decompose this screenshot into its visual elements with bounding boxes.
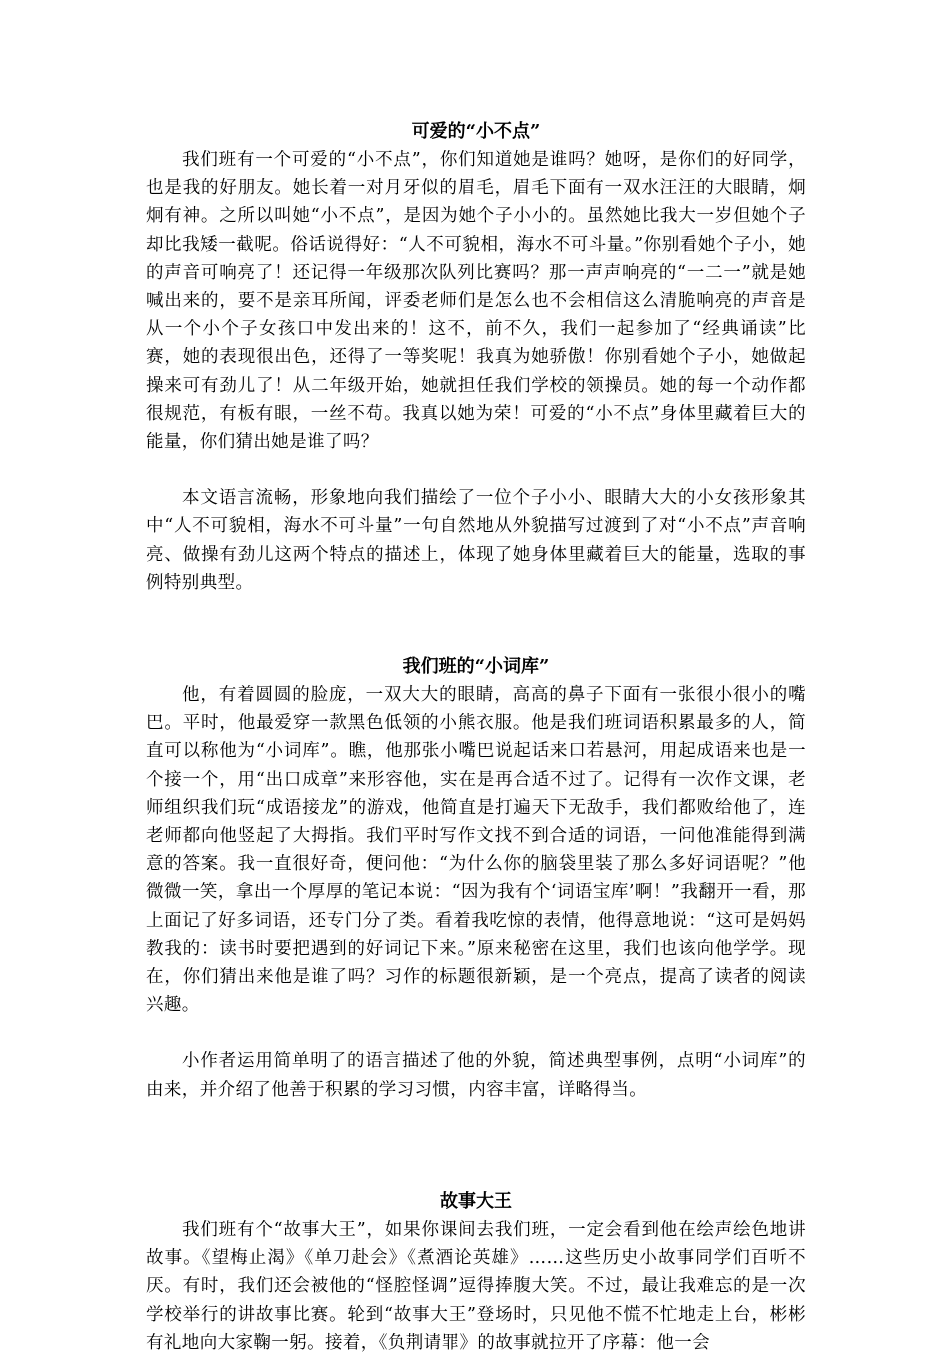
spacer: [146, 1104, 806, 1188]
spacer: [146, 597, 806, 653]
section-1-body: 我们班有一个可爱的“小不点”，你们知道她是谁吗？她呀，是你们的好同学，也是我的好朋友。她长着一对月牙似的眉毛，眉毛下面有一双水汪汪的大眼睛，炯炯有神。之所以叫她“小不点”，是因为她个子小小的。虽然她比我大一岁但她个子却比我矮一截呢。俗话说得好：“人不可貌相，海水不可斗量。”你别看她个子小，她的声音可响亮了！还记得一年级那次队列比赛吗？那一声声响亮的“一二一”就是她喊出来的，要不是亲耳所闻，评委老师们是怎么也不会相信这么清脆响亮的声音是从一个小个子女孩口中发出来的！这不，前不久，我们一起参加了“经典诵读”比赛，她的表现很出色，还得了一等奖呢！我真为她骄傲！你别看她个子小，她做起操来可有劲儿了！从二年级开始，她就担任我们学校的领操员。她的每一个动作都很规范，有板有眼，一丝不苟。我真以她为荣！可爱的“小不点”身体里藏着巨大的能量，你们猜出她是谁了吗？: [146, 150, 806, 453]
section-2-comment: 小作者运用简单明了的语言描述了他的外貌，简述典型事例，点明“小词库”的由来，并介绍了他善于积累的学习习惯，内容丰富，详略得当。: [146, 1051, 806, 1100]
section-1-title: 可爱的“小不点”: [411, 121, 541, 142]
spacer: [146, 456, 806, 484]
section-1-comment: 本文语言流畅，形象地向我们描绘了一位个子小小、眼睛大大的小女孩形象其中“人不可貌相，海水不可斗量”一句自然地从外貌描写过渡到了对“小不点”声音响亮、做操有劲儿这两个特点的描述上，体现了她身体里藏着巨大的能量，选取的事例特别典型。: [146, 488, 806, 593]
section-2-body: 他，有着圆圆的脸庞，一双大大的眼睛，高高的鼻子下面有一张很小很小的嘴巴。平时，他最爱穿一款黑色低领的小熊衣服。他是我们班词语积累最多的人，简直可以称他为“小词库”。瞧，他那张小嘴巴说起话来口若悬河，用起成语来也是一个接一个，用“出口成章”来形容他，实在是再合适不过了。记得有一次作文课，老师组织我们玩“成语接龙”的游戏，他简直是打遍天下无敌手，我们都败给他了，连老师都向他竖起了大拇指。我们平时写作文找不到合适的词语，一问他准能得到满意的答案。我一直很好奇，便问他：“为什么你的脑袋里装了那么多好词语呢？”他微微一笑，拿出一个厚厚的笔记本说：“因为我有个‘词语宝库’啊！”我翻开一看，那上面记了好多词语，还专门分了类。看着我吃惊的表情，他得意地说：“这可是妈妈教我的：读书时要把遇到的好词记下来。”原来秘密在这里，我们也该向他学学。现在，你们猜出来他是谁了吗？习作的标题很新颖，是一个亮点，提高了读者的阅读兴趣。: [146, 685, 806, 1016]
document-page: [146, 118, 806, 1357]
spacer: [146, 1019, 806, 1047]
section-2-title: 我们班的“小词库”: [402, 656, 550, 678]
section-3-body: 我们班有个“故事大王”，如果你课间去我们班，一定会看到他在绘声绘色地讲故事。《望梅止渴》《单刀赴会》《煮酒论英雄》……这些历史小故事同学们百听不厌。有时，我们还会被他的“怪腔怪调”逗得捧腹大笑。不过，最让我难忘的是一次学校举行的讲故事比赛。轮到“故事大王”登场时，只见他不慌不忙地走上台，彬彬有礼地向大家鞠一躬。接着，《负荆请罪》的故事就拉开了序幕：他一会: [146, 1219, 806, 1353]
section-3-title: 故事大王: [440, 1190, 512, 1212]
